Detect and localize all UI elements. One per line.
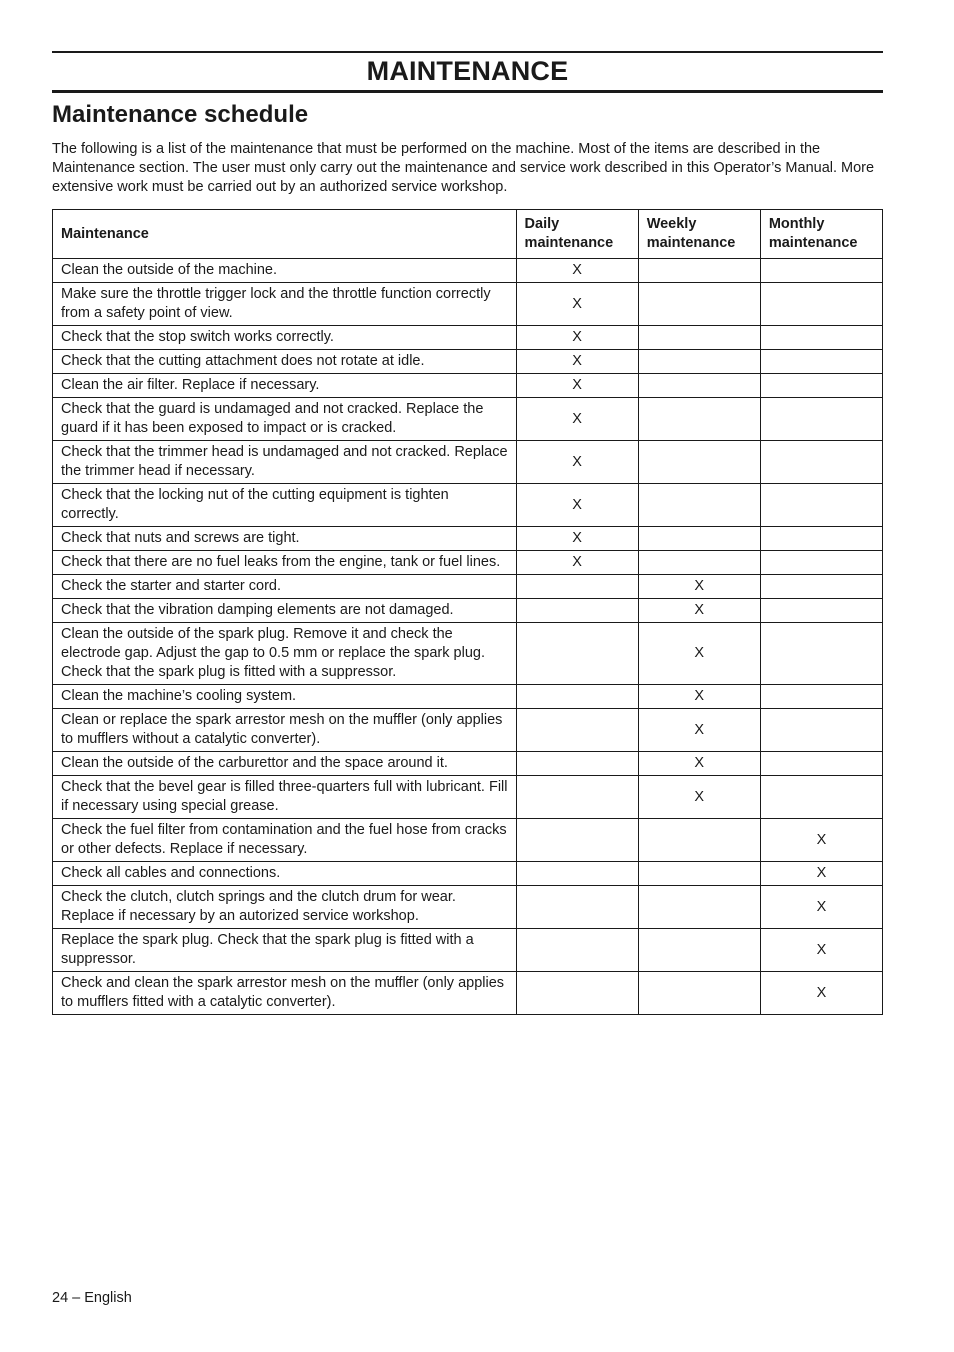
task-cell: Check the fuel filter from contamination and the fuel hose from cracks or other defects. Replace if necessary. bbox=[53, 819, 517, 862]
weekly-mark-cell: X bbox=[638, 623, 760, 685]
daily-mark-cell: X bbox=[516, 283, 638, 326]
monthly-mark-cell bbox=[760, 398, 882, 441]
section-header bbox=[52, 51, 883, 93]
monthly-mark-cell: X bbox=[760, 929, 882, 972]
monthly-mark-cell bbox=[760, 623, 882, 685]
weekly-mark-cell: X bbox=[638, 776, 760, 819]
task-cell: Make sure the throttle trigger lock and the throttle function correctly from a safety point of view. bbox=[53, 283, 517, 326]
column-header-monthly: Monthly maintenance bbox=[760, 210, 882, 259]
weekly-mark-cell bbox=[638, 886, 760, 929]
weekly-mark-cell bbox=[638, 374, 760, 398]
weekly-mark-cell bbox=[638, 326, 760, 350]
weekly-mark-cell bbox=[638, 972, 760, 1015]
table-row bbox=[53, 599, 883, 623]
table-row bbox=[53, 752, 883, 776]
weekly-mark-cell bbox=[638, 484, 760, 527]
daily-mark-cell bbox=[516, 776, 638, 819]
table-row bbox=[53, 886, 883, 929]
daily-mark-cell bbox=[516, 709, 638, 752]
table-row bbox=[53, 685, 883, 709]
maintenance-schedule-table bbox=[52, 209, 883, 1015]
weekly-mark-cell: X bbox=[638, 575, 760, 599]
task-cell: Clean the outside of the machine. bbox=[53, 259, 517, 283]
monthly-mark-cell bbox=[760, 374, 882, 398]
daily-mark-cell: X bbox=[516, 484, 638, 527]
daily-mark-cell: X bbox=[516, 259, 638, 283]
daily-mark-cell bbox=[516, 862, 638, 886]
table-row bbox=[53, 819, 883, 862]
monthly-mark-cell bbox=[760, 283, 882, 326]
monthly-mark-cell: X bbox=[760, 819, 882, 862]
monthly-mark-cell bbox=[760, 484, 882, 527]
task-cell: Check and clean the spark arrestor mesh on the muffler (only applies to mufflers fitted with a catalytic converter). bbox=[53, 972, 517, 1015]
weekly-mark-cell: X bbox=[638, 752, 760, 776]
table-row bbox=[53, 283, 883, 326]
weekly-mark-cell bbox=[638, 259, 760, 283]
monthly-mark-cell bbox=[760, 527, 882, 551]
daily-mark-cell bbox=[516, 929, 638, 972]
weekly-mark-cell bbox=[638, 350, 760, 374]
task-cell: Clean the air filter. Replace if necessary. bbox=[53, 374, 517, 398]
daily-mark-cell bbox=[516, 599, 638, 623]
task-cell: Check the clutch, clutch springs and the clutch drum for wear. Replace if necessary by an autorized service workshop. bbox=[53, 886, 517, 929]
table-row bbox=[53, 972, 883, 1015]
table-row bbox=[53, 326, 883, 350]
page-footer: 24 – English bbox=[52, 1290, 132, 1306]
table-row bbox=[53, 623, 883, 685]
column-header-maintenance: Maintenance bbox=[53, 210, 517, 259]
table-row bbox=[53, 398, 883, 441]
section-header-title: MAINTENANCE bbox=[366, 56, 569, 86]
daily-mark-cell: X bbox=[516, 527, 638, 551]
table-row bbox=[53, 374, 883, 398]
table-row bbox=[53, 776, 883, 819]
weekly-mark-cell bbox=[638, 527, 760, 551]
table-header-row bbox=[53, 210, 883, 259]
daily-mark-cell: X bbox=[516, 326, 638, 350]
intro-paragraph: The following is a list of the maintenance that must be performed on the machine. Most of the items are described in the Maintenance section. The user must only carry out the maintenance and service work described in this Operator’s Manual. More extensive work must be carried out by an authorized service workshop. bbox=[52, 141, 875, 195]
column-header-weekly: Weekly maintenance bbox=[638, 210, 760, 259]
monthly-mark-cell bbox=[760, 752, 882, 776]
page-title: Maintenance schedule bbox=[52, 101, 309, 128]
daily-mark-cell bbox=[516, 752, 638, 776]
daily-mark-cell bbox=[516, 972, 638, 1015]
monthly-mark-cell bbox=[760, 599, 882, 623]
table-row bbox=[53, 575, 883, 599]
daily-mark-cell: X bbox=[516, 350, 638, 374]
task-cell: Clean the outside of the carburettor and the space around it. bbox=[53, 752, 517, 776]
weekly-mark-cell bbox=[638, 862, 760, 886]
daily-mark-cell bbox=[516, 819, 638, 862]
daily-mark-cell bbox=[516, 886, 638, 929]
weekly-mark-cell: X bbox=[638, 685, 760, 709]
table-row bbox=[53, 527, 883, 551]
weekly-mark-cell bbox=[638, 283, 760, 326]
weekly-mark-cell: X bbox=[638, 599, 760, 623]
monthly-mark-cell: X bbox=[760, 972, 882, 1015]
monthly-mark-cell bbox=[760, 776, 882, 819]
weekly-mark-cell bbox=[638, 819, 760, 862]
task-cell: Check that the bevel gear is filled three-quarters full with lubricant. Fill if necessary using special grease. bbox=[53, 776, 517, 819]
task-cell: Check the starter and starter cord. bbox=[53, 575, 517, 599]
table-body bbox=[53, 259, 883, 1015]
weekly-mark-cell: X bbox=[638, 709, 760, 752]
table-row bbox=[53, 441, 883, 484]
task-cell: Clean the machine’s cooling system. bbox=[53, 685, 517, 709]
table-row bbox=[53, 259, 883, 283]
weekly-mark-cell bbox=[638, 398, 760, 441]
weekly-mark-cell bbox=[638, 551, 760, 575]
monthly-mark-cell: X bbox=[760, 886, 882, 929]
task-cell: Check that the guard is undamaged and not cracked. Replace the guard if it has been exposed to impact or is cracked. bbox=[53, 398, 517, 441]
monthly-mark-cell bbox=[760, 259, 882, 283]
daily-mark-cell: X bbox=[516, 374, 638, 398]
table-row bbox=[53, 929, 883, 972]
monthly-mark-cell: X bbox=[760, 862, 882, 886]
task-cell: Check that the vibration damping elements are not damaged. bbox=[53, 599, 517, 623]
daily-mark-cell: X bbox=[516, 551, 638, 575]
task-cell: Check that nuts and screws are tight. bbox=[53, 527, 517, 551]
monthly-mark-cell bbox=[760, 709, 882, 752]
table-row bbox=[53, 551, 883, 575]
task-cell: Check all cables and connections. bbox=[53, 862, 517, 886]
table-row bbox=[53, 484, 883, 527]
daily-mark-cell bbox=[516, 623, 638, 685]
table-row bbox=[53, 862, 883, 886]
monthly-mark-cell bbox=[760, 350, 882, 374]
monthly-mark-cell bbox=[760, 575, 882, 599]
daily-mark-cell: X bbox=[516, 398, 638, 441]
task-cell: Check that the cutting attachment does not rotate at idle. bbox=[53, 350, 517, 374]
task-cell: Check that the trimmer head is undamaged and not cracked. Replace the trimmer head if necessary. bbox=[53, 441, 517, 484]
monthly-mark-cell bbox=[760, 685, 882, 709]
table-row bbox=[53, 350, 883, 374]
daily-mark-cell: X bbox=[516, 441, 638, 484]
task-cell: Replace the spark plug. Check that the spark plug is fitted with a suppressor. bbox=[53, 929, 517, 972]
task-cell: Clean or replace the spark arrestor mesh on the muffler (only applies to mufflers without a catalytic converter). bbox=[53, 709, 517, 752]
weekly-mark-cell bbox=[638, 441, 760, 484]
task-cell: Check that the stop switch works correctly. bbox=[53, 326, 517, 350]
column-header-daily: Daily maintenance bbox=[516, 210, 638, 259]
monthly-mark-cell bbox=[760, 551, 882, 575]
daily-mark-cell bbox=[516, 575, 638, 599]
task-cell: Check that there are no fuel leaks from the engine, tank or fuel lines. bbox=[53, 551, 517, 575]
weekly-mark-cell bbox=[638, 929, 760, 972]
task-cell: Clean the outside of the spark plug. Remove it and check the electrode gap. Adjust the gap to 0.5 mm or replace the spark plug. Check that the spark plug is fitted with a suppressor. bbox=[53, 623, 517, 685]
daily-mark-cell bbox=[516, 685, 638, 709]
monthly-mark-cell bbox=[760, 441, 882, 484]
task-cell: Check that the locking nut of the cutting equipment is tighten correctly. bbox=[53, 484, 517, 527]
table-row bbox=[53, 709, 883, 752]
monthly-mark-cell bbox=[760, 326, 882, 350]
